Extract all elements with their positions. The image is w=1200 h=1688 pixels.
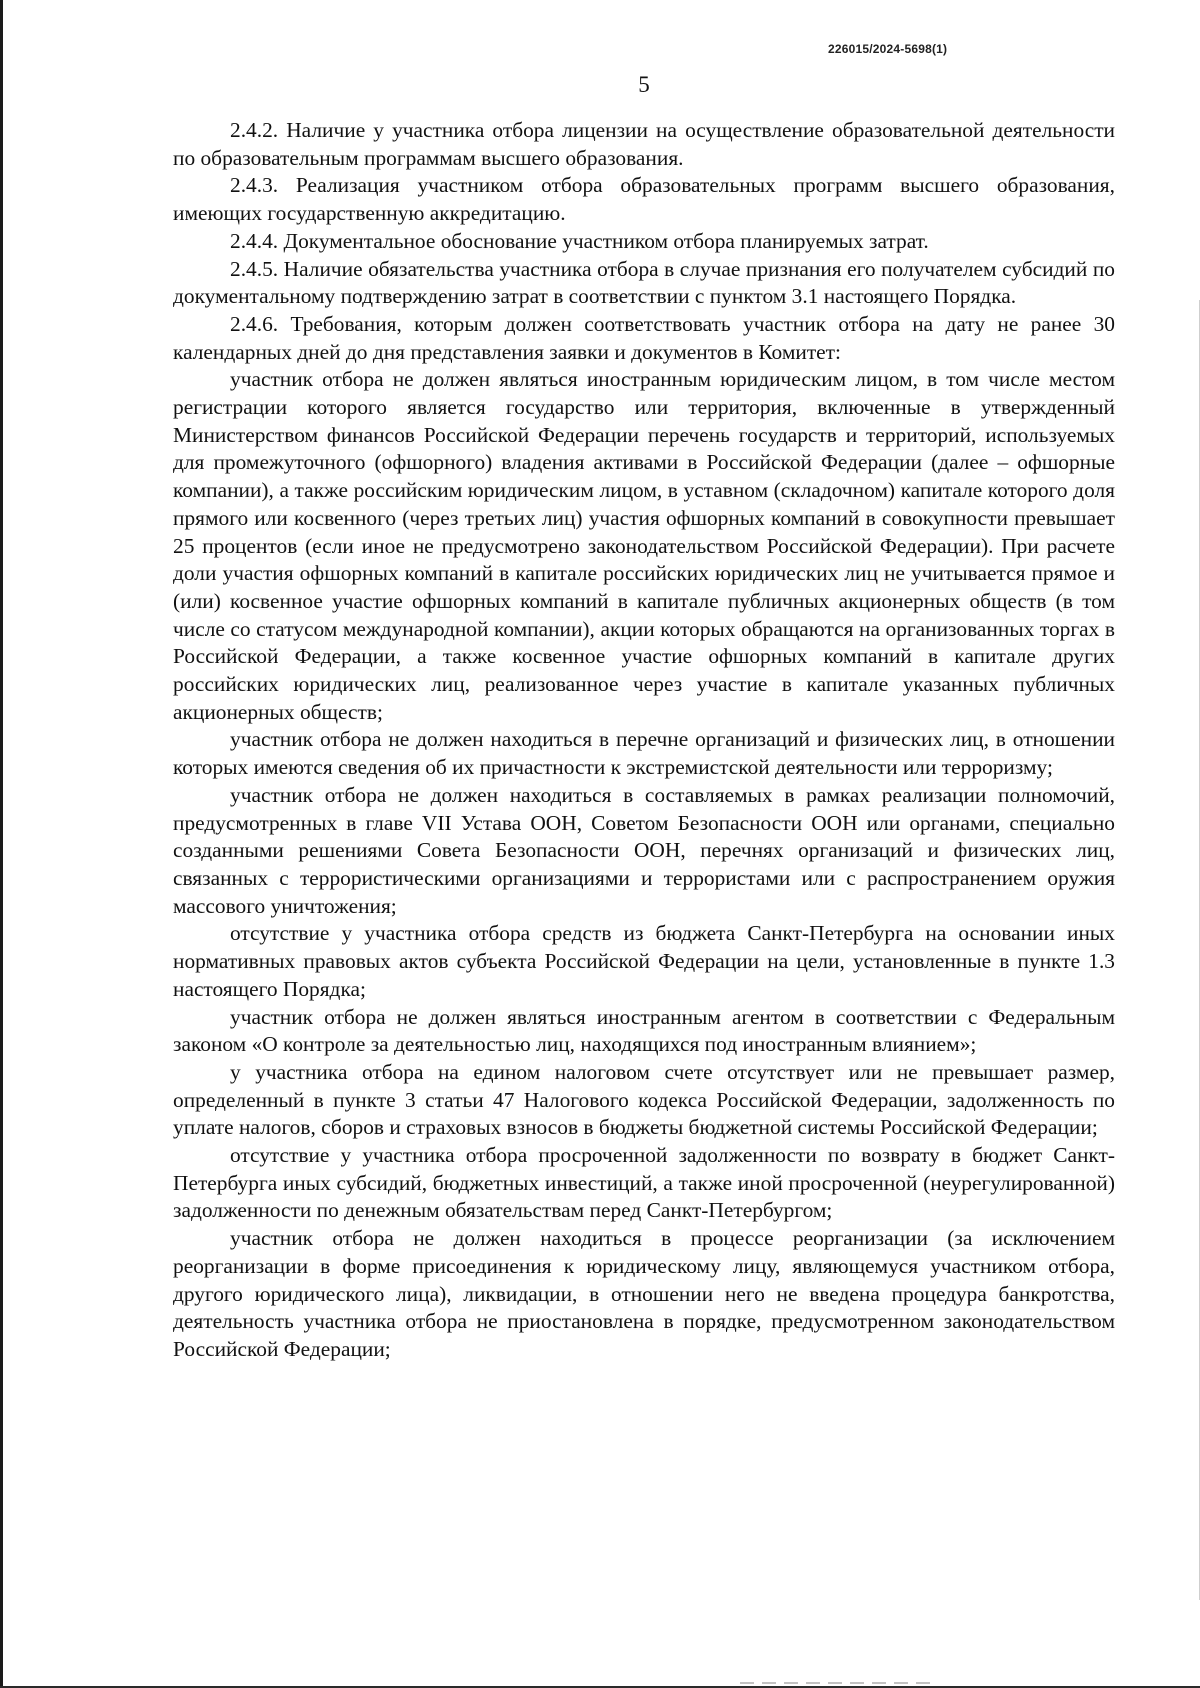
paragraph-2-4-4: 2.4.4. Документальное обоснование участником отбора планируемых затрат. [230, 228, 929, 253]
requirement-no-reorganization: участник отбора не должен находиться в процессе реорганизации (за исключением реорганизации в форме присоединения к юридическому лицу, являющемуся участником отбора, другого юридического лица), ликвидации, в отношении него не введена процедура банкротства, деятельность участника отбора не приостановлена в порядке, предусмотренном законодательством Российской Федерации; [173, 1226, 1115, 1361]
paragraph-2-4-3: 2.4.3. Реализация участником отбора образовательных программ высшего образования, имеющих государственную аккредитацию. [173, 173, 1115, 226]
paragraph-2-4-6: 2.4.6. Требования, которым должен соответствовать участник отбора на дату не ранее 30 календарных дней до дня представления заявки и документов в Комитет: [173, 311, 1115, 364]
requirement-not-foreign-entity: участник отбора не должен являться иностранным юридическим лицом, в том числе местом регистрации которого является государство или территория, включенные в утвержденный Министерством финансов Российской Федерации перечень государств и территорий, используемых для промежуточного (офшорного) владения активами в Российской Федерации (далее – офшорные компании), а также российским юридическим лицом, в уставном (складочном) капитале которого доля прямого или косвенного (через третьих лиц) участия офшорных компаний в совокупности превышает 25 процентов (если иное не предусмотрено законодательством Российской Федерации). При расчете доли участия офшорных компаний в капитале российских юридических лиц не учитывается прямое и (или) косвенное участие офшорных компаний в капитале публичных акционерных обществ (в том числе со статусом международной компании), акции которых обращаются на организованных торгах в Российской Федерации, а также косвенное участие офшорных компаний в капитале других российских юридических лиц, реализованное через участие в капитале указанных публичных акционерных обществ; [173, 367, 1115, 724]
page-number: 5 [638, 72, 650, 97]
document-id: 226015/2024-5698(1) [828, 42, 948, 56]
paragraph-2-4-5: 2.4.5. Наличие обязательства участника отбора в случае признания его получателем субсидий по документальному подтверждению затрат в соответствии с пунктом 3.1 настоящего Порядка. [173, 256, 1115, 309]
requirement-no-overdue-debt: отсутствие у участника отбора просроченной задолженности по возврату в бюджет Санкт-Петербурга иных субсидий, бюджетных инвестиций, а также иной просроченной (неурегулированной) задолженности по денежным обязательствам перед Санкт-Петербургом; [173, 1143, 1115, 1223]
document-body [173, 117, 1115, 1364]
requirement-no-other-budget-funds: отсутствие у участника отбора средств из бюджета Санкт-Петербурга на основании иных нормативных правовых актов субъекта Российской Федерации на цели, установленные в пункте 1.3 настоящего Порядка; [173, 921, 1115, 1001]
requirement-not-extremist-list: участник отбора не должен находиться в перечне организаций и физических лиц, в отношении которых имеются сведения об их причастности к экстремистской деятельности или терроризму; [173, 727, 1115, 780]
requirement-not-un-sanctions-list: участник отбора не должен находиться в составляемых в рамках реализации полномочий, предусмотренных в главе VII Устава ООН, Советом Безопасности ООН или органами, специально созданными решениями Совета Безопасности ООН, перечнях организаций и физических лиц, связанных с террористическими организациями и террористами или с распространением оружия массового уничтожения; [173, 782, 1115, 918]
paragraph-2-4-2: 2.4.2. Наличие у участника отбора лицензии на осуществление образовательной деятельности по образовательным программам высшего образования. [173, 118, 1115, 170]
scan-edge-left [0, 0, 3, 1688]
scan-artifact [740, 1682, 930, 1684]
requirement-tax-debt: у участника отбора на едином налоговом счете отсутствует или не превышает размер, определенный в пункте 3 статьи 47 Налогового кодекса Российской Федерации, задолженность по уплате налогов, сборов и страховых взносов в бюджеты бюджетной системы Российской Федерации; [173, 1059, 1115, 1140]
requirement-not-foreign-agent: участник отбора не должен являться иностранным агентом в соответствии с Федеральным законом «О контроле за деятельностью лиц, находящихся под иностранным влиянием»; [173, 1004, 1115, 1057]
